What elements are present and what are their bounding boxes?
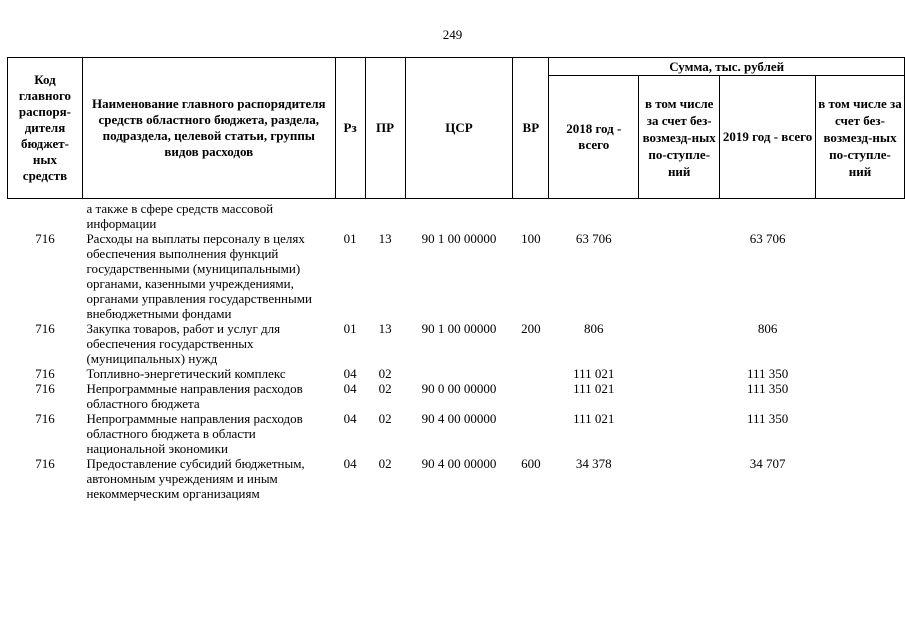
cell-2018-total: 111 021 [573,411,615,426]
cell-code: 716 [35,231,55,246]
cell-name: Непрограммные направления расходов областного бюджета в области национальной экономики [86,411,303,456]
cell-vr [513,201,549,231]
cell-pr: 13 [378,231,392,246]
page-number: 249 [442,27,463,42]
cell-2018-incl [639,321,720,366]
cell-rz [335,201,365,231]
cell-vr: 600 [521,456,541,471]
cell-code: 716 [35,456,55,471]
cell-2019-incl [816,366,905,381]
cell-2019-total: 806 [757,321,778,336]
cell-csr: 90 1 00 00000 [421,231,497,246]
cell-2018-incl [639,456,720,501]
cell-2019-incl [816,201,905,231]
cell-csr [405,201,513,231]
table-row [8,411,905,456]
cell-2018-incl [639,366,720,381]
cell-csr: 90 0 00 00000 [421,381,497,396]
table-header [8,58,905,199]
cell-2019-incl [816,381,905,411]
cell-2018-incl [639,411,720,456]
header-sum-group: Сумма, тыс. рублей [549,58,905,76]
table-body [8,199,905,502]
cell-code: 716 [35,366,55,381]
cell-2019-total: 111 350 [746,366,789,381]
cell-vr [513,366,549,381]
header-vr: ВР [513,58,549,199]
cell-pr: 02 [378,381,392,396]
cell-code [8,201,83,231]
cell-rz: 04 [343,381,357,396]
cell-2018-incl [639,381,720,411]
header-name: Наименование главного распорядителя средств областного бюджета, раздела, подраздела, целевой статьи, группы видов расходов [82,58,335,199]
cell-code: 716 [35,411,55,426]
header-2018-incl: в том числе за счет без-возмезд-ных по-ступле-ний [639,76,720,199]
cell-2019-incl [816,456,905,501]
table-row [8,321,905,366]
cell-vr [513,381,549,411]
table-row [8,201,905,231]
cell-pr: 02 [378,411,392,426]
header-2019-total: 2019 год - всего [720,76,816,199]
cell-csr [405,366,513,381]
cell-2019-incl [816,321,905,366]
cell-2019-total: 63 706 [749,231,786,246]
cell-2018-total [549,201,639,231]
header-rz: Рз [335,58,365,199]
cell-pr [365,201,405,231]
header-2019-incl: в том числе за счет без-возмезд-ных по-ступле-ний [816,76,905,199]
header-code: Код главного распоря-дителя бюджет-ных средств [8,58,83,199]
cell-vr: 200 [521,321,541,336]
cell-rz: 04 [343,411,357,426]
cell-code: 716 [35,321,55,336]
cell-csr: 90 4 00 00000 [421,456,497,471]
cell-2018-incl [639,201,720,231]
cell-csr: 90 1 00 00000 [421,321,497,336]
cell-2019-total: 34 707 [749,456,786,471]
cell-rz: 04 [343,456,357,471]
cell-vr [513,411,549,456]
header-2018-total: 2018 год - всего [549,76,639,199]
cell-2019-total: 111 350 [746,381,789,396]
cell-name: Предоставление субсидий бюджетным, автономным учреждениям и иным некоммерческим организациям [86,456,305,501]
cell-2018-total: 806 [584,321,604,336]
cell-rz: 04 [343,366,357,381]
cell-name: Закупка товаров, работ и услуг для обеспечения государственных (муниципальных) нужд [86,321,281,366]
cell-2018-incl [639,231,720,321]
cell-2019-incl [816,411,905,456]
cell-code: 716 [35,381,55,396]
cell-2018-total: 111 021 [573,366,615,381]
cell-2018-total: 111 021 [573,381,615,396]
cell-rz: 01 [343,321,357,336]
cell-2019-total [720,201,816,231]
cell-name: а также в сфере средств массовой информации [86,201,274,231]
cell-csr: 90 4 00 00000 [421,411,497,426]
cell-vr: 100 [521,231,541,246]
budget-table [7,57,905,501]
table-row [8,366,905,381]
cell-pr: 02 [378,456,392,471]
cell-pr: 02 [378,366,392,381]
cell-2019-total: 111 350 [746,411,789,426]
cell-name: Расходы на выплаты персоналу в целях обеспечения выполнения функций государственными (муниципальными) органами, казенными учреждениями, органами управления государственными внебюджетными фондами [86,231,312,321]
cell-pr: 13 [378,321,392,336]
cell-2018-total: 63 706 [575,231,612,246]
cell-2018-total: 34 378 [575,456,612,471]
header-csr: ЦСР [405,58,513,199]
table-row [8,381,905,411]
cell-2019-incl [816,231,905,321]
header-pr: ПР [365,58,405,199]
cell-rz: 01 [343,231,357,246]
table-row [8,231,905,321]
table-row [8,456,905,501]
cell-name: Топливно-энергетический комплекс [86,366,286,381]
cell-name: Непрограммные направления расходов областного бюджета [86,381,303,411]
